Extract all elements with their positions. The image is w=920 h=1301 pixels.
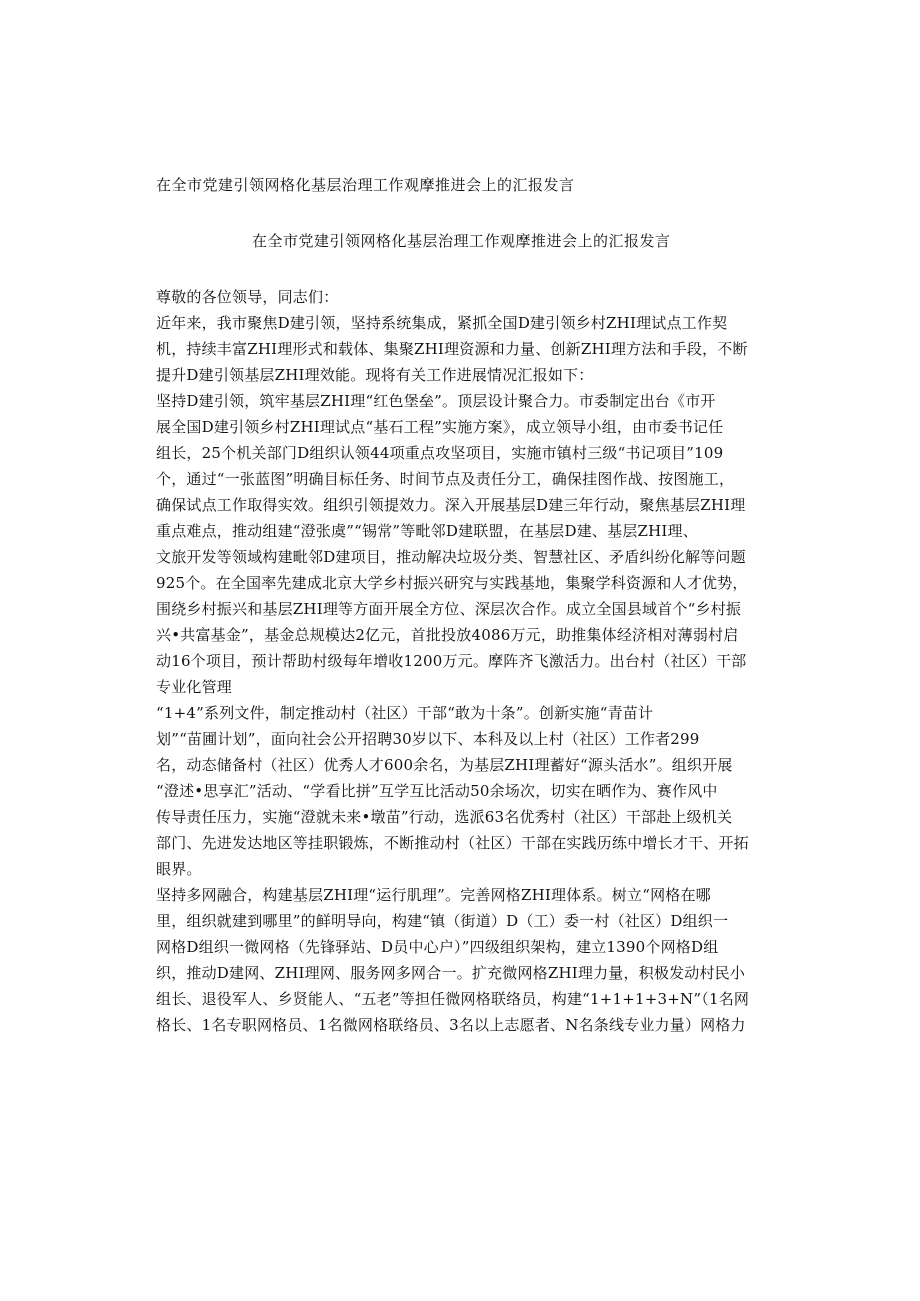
body-line: 名，动态储备村（社区）优秀人才600余名，为基层ZHI理蓄好“源头活水”。组织开展 bbox=[156, 756, 733, 774]
document-title: 在全市党建引领网格化基层治理工作观摩推进会上的汇报发言 bbox=[156, 176, 575, 194]
document-body bbox=[156, 284, 762, 1038]
body-line: 格长、1名专职网格员、1名微网格联络员、3名以上志愿者、N名条线专业力量）网格力 bbox=[156, 1016, 746, 1034]
body-line: 传导责任压力，实施“澄就未来•墩苗”行动，选派63名优秀村（社区）干部赴上级机关 bbox=[156, 808, 733, 826]
body-line: 文旅开发等领域构建毗邻D建项目，推动解决垃圾分类、智慧社区、矛盾纠纷化解等问题 bbox=[156, 548, 746, 566]
body-line: 近年来，我市聚焦D建引领，坚持系统集成，紧抓全国D建引领乡村ZHI理试点工作契 bbox=[156, 314, 728, 332]
body-line: 展全国D建引领乡村ZHI理试点“基石工程”实施方案》，成立领导小组，由市委书记任 bbox=[156, 418, 724, 436]
body-line: 划”“苗圃计划”，面向社会公开招聘30岁以下、本科及以上村（社区）工作者299 bbox=[156, 730, 700, 748]
body-line: 坚持D建引领，筑牢基层ZHI理“红色堡垒”。顶层设计聚合力。市委制定出台《市开 bbox=[156, 392, 716, 410]
body-line: 专业化管理 bbox=[156, 678, 233, 696]
body-line: 动16个项目，预计帮助村级每年增收1200万元。摩阵齐飞激活力。出台村（社区）干部 bbox=[156, 652, 747, 670]
body-line: 组长、退役军人、乡贤能人、“五老”等担任微网格联络员，构建“1+1+1+3+N”（1名网 bbox=[156, 990, 750, 1008]
document-heading: 在全市党建引领网格化基层治理工作观摩推进会上的汇报发言 bbox=[252, 232, 671, 250]
body-line: 部门、先进发达地区等挂职锻炼，不断推动村（社区）干部在实践历练中增长才干、开拓 bbox=[156, 834, 749, 852]
body-line: 提升D建引领基层ZHI理效能。现将有关工作进展情况汇报如下： bbox=[156, 366, 594, 384]
body-line: 网格D组织一微网格（先锋驿站、D员中心户）”四级组织架构，建立1390个网格D组 bbox=[156, 938, 719, 956]
body-line: 重点难点，推动组建“澄张虞”“锡常”等毗邻D建联盟，在基层D建、基层ZHI理、 bbox=[156, 522, 698, 540]
body-line: 个，通过“一张蓝图”明确目标任务、时间节点及责任分工，确保挂图作战、按图施工， bbox=[156, 470, 735, 488]
body-line: 兴•共富基金”，基金总规模达2亿元，首批投放4086万元，助推集体经济相对薄弱村启 bbox=[156, 626, 739, 644]
body-line: “澄述•思享汇”活动、“学看比拼”互学互比活动50余场次，切实在晒作为、赛作风中 bbox=[156, 782, 718, 800]
body-line: 坚持多网融合，构建基层ZHI理“运行肌理”。完善网格ZHI理体系。树立“网格在哪 bbox=[156, 886, 711, 904]
body-line: 925个。在全国率先建成北京大学乡村振兴研究与实践基地，集聚学科资源和人才优势， bbox=[156, 574, 748, 592]
body-line: 眼界。 bbox=[156, 860, 202, 878]
body-line: “1+4”系列文件，制定推动村（社区）干部“敢为十条”。创新实施“青苗计 bbox=[156, 704, 654, 722]
body-line: 里，组织就建到哪里”的鲜明导向，构建“镇（街道）D（工）委一村（社区）D组织一 bbox=[156, 912, 729, 930]
body-line: 围绕乡村振兴和基层ZHI理等方面开展全方位、深层次合作。成立全国县域首个“乡村振 bbox=[156, 600, 742, 618]
body-line: 尊敬的各位领导，同志们： bbox=[156, 288, 339, 306]
body-line: 确保试点工作取得实效。组织引领提效力。深入开展基层D建三年行动，聚焦基层ZHI理 bbox=[156, 496, 746, 514]
body-line: 组长，25个机关部门D组织认领44项重点攻坚项目，实施市镇村三级“书记项目”109 bbox=[156, 444, 724, 462]
body-line: 织，推动D建网、ZHI理网、服务网多网合一。扩充微网格ZHI理力量，积极发动村民小 bbox=[156, 964, 746, 982]
body-line: 机，持续丰富ZHI理形式和载体、集聚ZHI理资源和力量、创新ZHI理方法和手段，不断 bbox=[156, 340, 748, 358]
